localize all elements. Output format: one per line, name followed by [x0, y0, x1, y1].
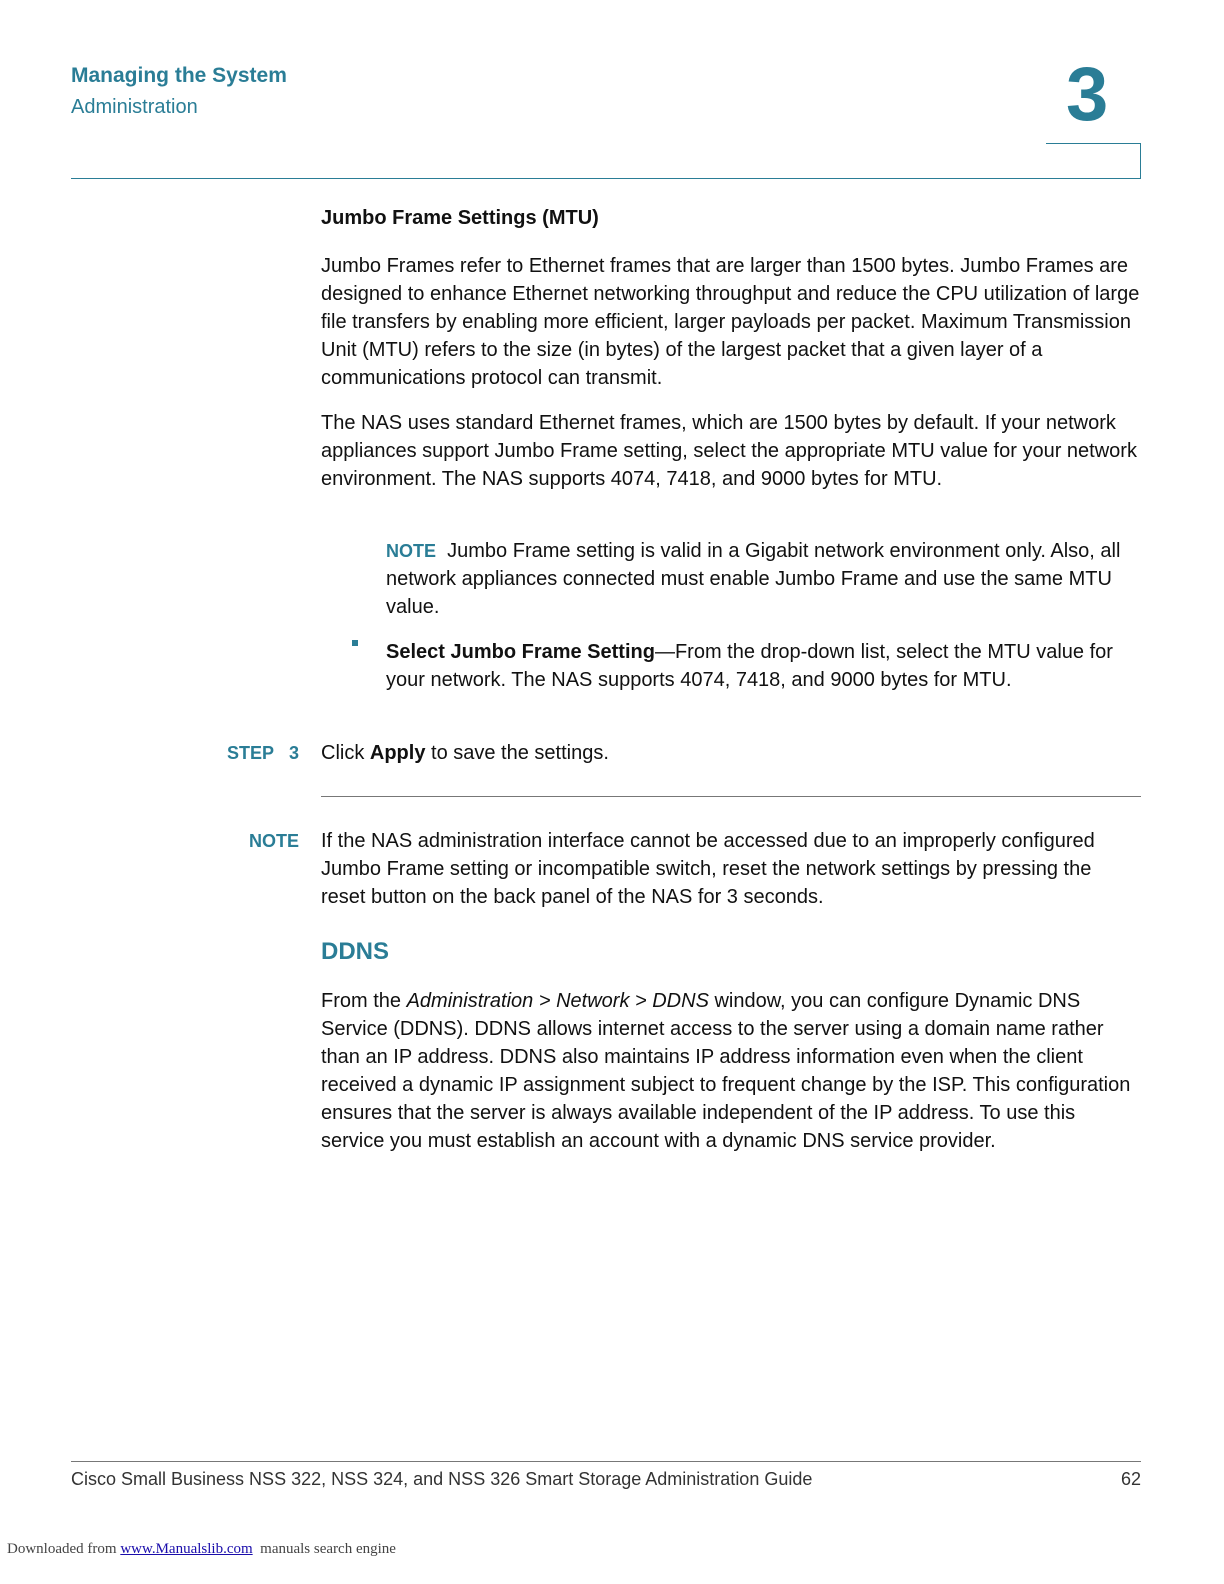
- paragraph-ddns: [321, 987, 1141, 1155]
- ddns-post: window, you can configure Dynamic DNS Service (DDNS). DDNS allows internet access to the server using a domain name rather than an IP address. DDNS also maintains IP address information even when the client received a dynamic IP assignment subject to frequent change by the ISP. This configuration ensures that the server is always available independent of the IP address. To use this service you must establish an account with a dynamic DNS service provider.: [321, 990, 1131, 1152]
- step-3-text: [321, 739, 1141, 767]
- note-jumbo-gigabit: [386, 537, 1141, 621]
- manualslib-link[interactable]: www.Manualslib.com: [120, 1541, 253, 1557]
- paragraph-nas-frames: The NAS uses standard Ethernet frames, which are 1500 bytes by default. If your network appliances support Jumbo Frame setting, select the appropriate MTU value for your network environment. The NAS supports 4074, 7418, and 9000 bytes for MTU.: [321, 412, 1137, 490]
- header-divider: [71, 178, 1141, 179]
- section-divider: [321, 796, 1141, 797]
- note-reset-text: If the NAS administration interface cannot be accessed due to an improperly configured Jumbo Frame setting or incompatible switch, reset the network settings by pressing the reset button on the back panel of the NAS for 3 seconds.: [321, 830, 1095, 908]
- bullet-icon: [352, 640, 358, 646]
- heading-ddns: DDNS: [321, 938, 390, 965]
- subheading-jumbo-frame: Jumbo Frame Settings (MTU): [321, 207, 599, 229]
- step-pre: Click: [321, 742, 370, 764]
- section-subtitle: Administration: [71, 96, 198, 118]
- step-word: STEP: [227, 743, 275, 763]
- step-label: [227, 739, 299, 767]
- download-pre: Downloaded from: [7, 1541, 121, 1557]
- chapter-tab-box: [1046, 143, 1141, 178]
- note-label: NOTE: [386, 541, 437, 561]
- download-notice: [7, 1541, 396, 1558]
- footer-divider: [71, 1461, 1141, 1462]
- bullet-description: —From the drop-down list, select the MTU value for your network. The NAS supports 4074, 7418, and 9000 bytes for MTU.: [386, 641, 1113, 691]
- bullet-select-jumbo: [386, 638, 1141, 694]
- note-label-reset: NOTE: [249, 831, 300, 851]
- chapter-number: 3: [1066, 52, 1109, 137]
- ddns-pre: From the: [321, 990, 407, 1012]
- footer-guide-title: Cisco Small Business NSS 322, NSS 324, and NSS 326 Smart Storage Administration Guide: [71, 1469, 813, 1489]
- step-post: to save the settings.: [425, 742, 609, 764]
- download-post: manuals search engine: [252, 1541, 396, 1557]
- note-text: Jumbo Frame setting is valid in a Gigabit network environment only. Also, all network appliances connected must enable Jumbo Frame and use the same MTU value.: [386, 540, 1121, 618]
- step-apply: Apply: [369, 742, 426, 764]
- page-number: 62: [1120, 1469, 1141, 1489]
- chapter-title: Managing the System: [71, 64, 287, 87]
- paragraph-jumbo-intro: Jumbo Frames refer to Ethernet frames that are larger than 1500 bytes. Jumbo Frames are designed to enhance Ethernet networking throughput and reduce the CPU utilization of large file transfers by enabling more efficient, larger payloads per packet. Maximum Transmission Unit (MTU) refers to the size (in bytes) of the largest packet that a given layer of a communications protocol can transmit.: [321, 255, 1140, 389]
- ddns-path: Administration > Network > DDNS: [406, 990, 709, 1012]
- bullet-term: Select Jumbo Frame Setting: [386, 641, 655, 663]
- step-number: 3: [289, 743, 300, 763]
